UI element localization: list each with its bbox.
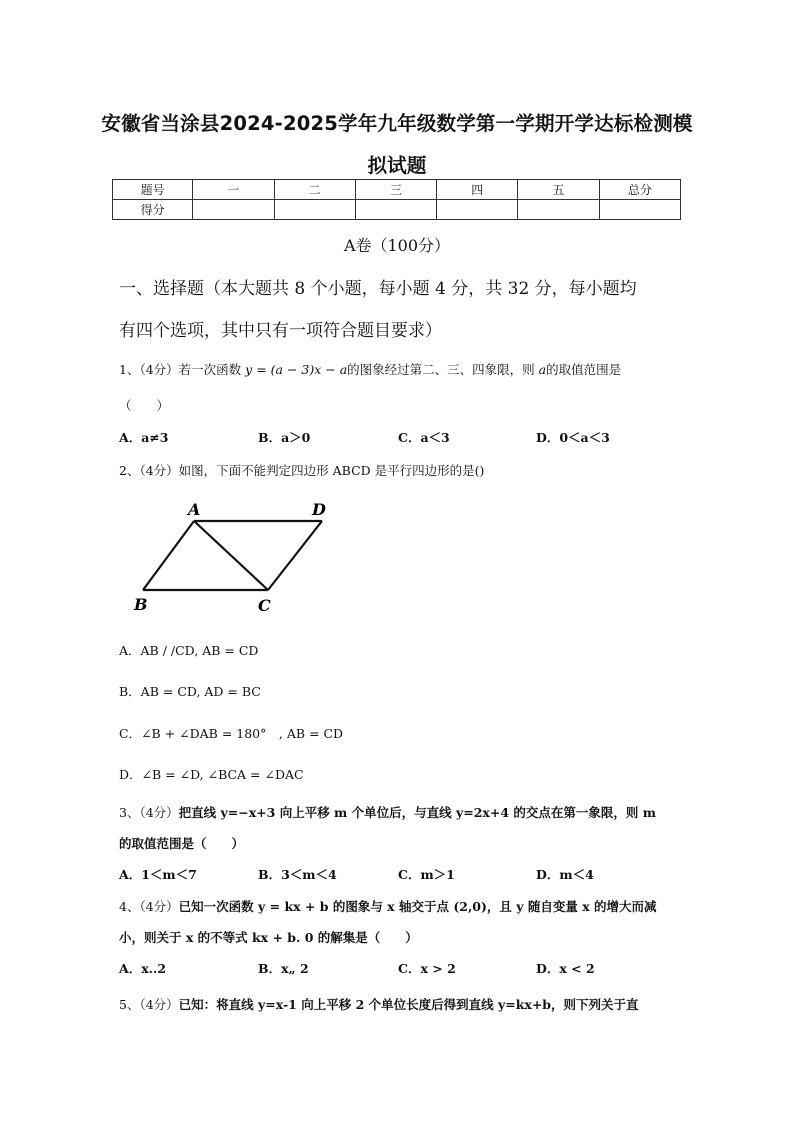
label-a: A — [188, 500, 201, 519]
score-table-header-row — [113, 180, 681, 200]
formula: y = (a − 3)x − a — [245, 362, 348, 377]
segment-cd — [268, 521, 322, 590]
score-header-cell: 一 — [193, 180, 274, 200]
paper-title-line1: 安徽省当涂县2024-2025学年九年级数学第一学期开学达标检测模 — [101, 112, 693, 135]
option-c[interactable]: C．a＜3 — [398, 430, 450, 445]
option-d[interactable]: D．0＜a＜3 — [536, 430, 610, 445]
score-cell[interactable] — [599, 200, 680, 220]
question-5-line1: 5、（4分）已知：将直线 y=x-1 向上平移 2 个单位长度后得到直线 y=kx+b，则下列关于直 — [119, 997, 639, 1012]
score-row-label: 得分 — [113, 200, 193, 220]
label-d: D — [312, 500, 326, 519]
question-number: 4、（4分） — [119, 899, 179, 914]
score-header-cell: 题号 — [113, 180, 193, 200]
parallelogram-figure — [130, 495, 340, 617]
option-d[interactable]: D．x < 2 — [536, 961, 595, 976]
question-number: 5、（4分） — [119, 997, 179, 1012]
score-cell[interactable] — [274, 200, 355, 220]
question-1-line1: 1、（4分）若一次函数 y = (a − 3)x − a的图象经过第二、三、四象限，则 a的取值范围是 — [119, 362, 622, 377]
option-a[interactable]: A．1＜m＜7 — [119, 867, 197, 882]
option-b[interactable]: B．3＜m＜4 — [258, 867, 337, 882]
option-a[interactable]: A．AB / /CD, AB = CD — [119, 643, 259, 658]
option-c[interactable]: C．∠B + ∠DAB = 180° , AB = CD — [119, 726, 344, 741]
question-1-line2: （ ） — [119, 398, 170, 413]
paper-section-heading: A卷（100分） — [343, 236, 451, 255]
question-number: 3、（4分） — [119, 805, 179, 820]
segment-ab — [143, 521, 194, 590]
option-b[interactable]: B．AB = CD, AD = BC — [119, 684, 261, 699]
score-header-cell: 三 — [355, 180, 436, 200]
option-a[interactable]: A．x..2 — [119, 961, 167, 976]
question-3-line1: 3、（4分）把直线 y=−x+3 向上平移 m 个单位后，与直线 y=2x+4 的交点在第一象限，则 m — [119, 805, 656, 820]
score-header-cell: 四 — [437, 180, 518, 200]
paper-title-line2: 拟试题 — [367, 154, 427, 177]
option-b[interactable]: B．x„ 2 — [258, 961, 309, 976]
score-table — [112, 179, 681, 220]
question-number: 2、（4分） — [119, 463, 179, 478]
question-3-line2: 的取值范围是（ ） — [119, 836, 245, 851]
diagonal-ac — [194, 521, 268, 590]
score-header-cell: 二 — [274, 180, 355, 200]
option-c[interactable]: C．m＞1 — [398, 867, 455, 882]
option-c[interactable]: C．x > 2 — [398, 961, 456, 976]
score-cell[interactable] — [193, 200, 274, 220]
score-header-cell: 总分 — [599, 180, 680, 200]
option-b[interactable]: B．a＞0 — [258, 430, 311, 445]
score-cell[interactable] — [355, 200, 436, 220]
score-cell[interactable] — [518, 200, 599, 220]
option-d[interactable]: D．∠B = ∠D, ∠BCA = ∠DAC — [119, 767, 304, 782]
option-d[interactable]: D．m＜4 — [536, 867, 594, 882]
score-cell[interactable] — [437, 200, 518, 220]
label-c: C — [258, 596, 271, 615]
score-table-score-row — [113, 200, 681, 220]
section1-heading-line1: 一、选择题（本大题共 8 个小题，每小题 4 分，共 32 分，每小题均 — [119, 279, 637, 299]
question-4-line1: 4、（4分）已知一次函数 y = kx + b 的图象与 x 轴交于点 (2,0)，且 y 随自变量 x 的增大而减 — [119, 899, 657, 914]
question-number: 1、（4分） — [119, 362, 179, 377]
section1-heading-line2: 有四个选项，其中只有一项符合题目要求） — [119, 321, 442, 341]
score-header-cell: 五 — [518, 180, 599, 200]
label-b: B — [134, 595, 148, 614]
question-4-line2: 小，则关于 x 的不等式 kx + b. 0 的解集是（ ） — [119, 930, 418, 945]
question-2-line1: 2、（4分）如图，下面不能判定四边形 ABCD 是平行四边形的是() — [119, 463, 485, 478]
option-a[interactable]: A．a≠3 — [119, 430, 169, 445]
